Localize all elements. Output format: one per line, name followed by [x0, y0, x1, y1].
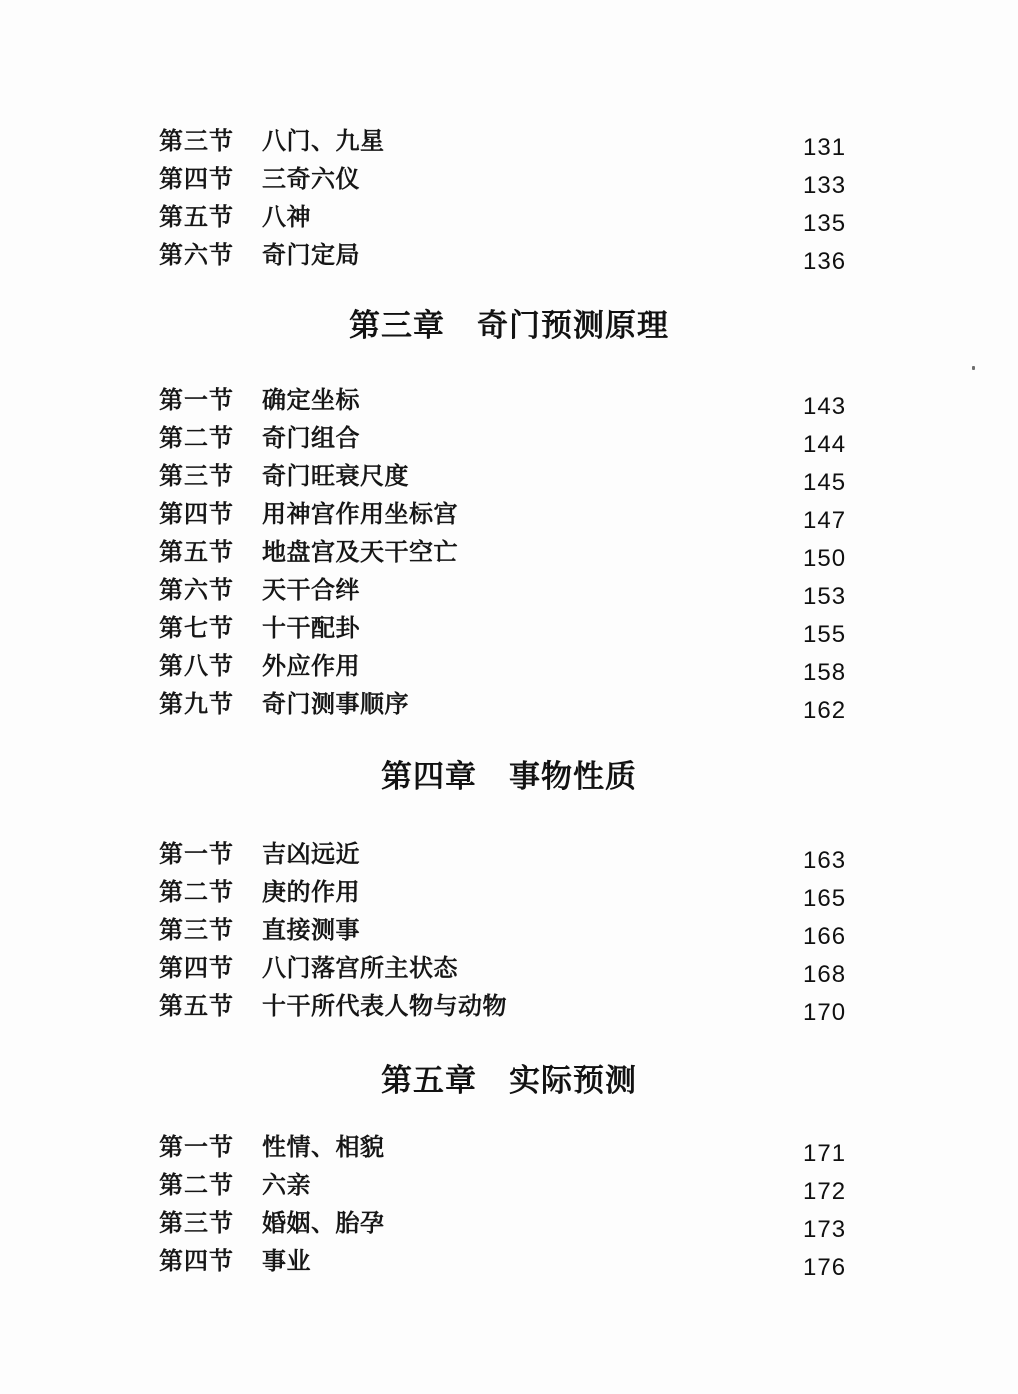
page-number: 158 — [803, 659, 847, 686]
section-label: 第六节 — [159, 242, 234, 269]
toc-group — [0, 761, 1018, 1029]
toc-entry-row — [0, 689, 1018, 727]
section-label: 第五节 — [159, 539, 234, 566]
section-title: 事业 — [262, 1248, 311, 1275]
toc-entry-row — [0, 1170, 1018, 1208]
scan-artifact-dot — [972, 366, 975, 370]
toc-entry-row — [0, 385, 1018, 423]
page-number: 173 — [803, 1216, 847, 1243]
toc-group — [0, 310, 1018, 727]
section-label: 第七节 — [159, 615, 234, 642]
section-label: 第一节 — [159, 841, 234, 868]
page-number: 155 — [803, 621, 847, 648]
toc-entry-row — [0, 1246, 1018, 1284]
toc-entry-row — [0, 537, 1018, 575]
section-label: 第二节 — [159, 425, 234, 452]
section-title: 外应作用 — [262, 653, 360, 680]
page-number: 168 — [803, 961, 847, 988]
section-label: 第四节 — [159, 166, 234, 193]
section-title: 婚姻、胎孕 — [262, 1210, 385, 1237]
section-title: 十干配卦 — [262, 615, 360, 642]
toc-entry-row — [0, 915, 1018, 953]
section-title: 六亲 — [262, 1172, 311, 1199]
section-label: 第一节 — [159, 1134, 234, 1161]
toc-entry-row — [0, 126, 1018, 164]
toc-entry-row — [0, 499, 1018, 537]
page-number: 162 — [803, 697, 847, 724]
toc-entry-row — [0, 613, 1018, 651]
page-number: 170 — [803, 999, 847, 1026]
toc-entry-row — [0, 651, 1018, 689]
section-label: 第四节 — [159, 501, 234, 528]
toc-group — [0, 1065, 1018, 1284]
page-number: 176 — [803, 1254, 847, 1281]
section-title: 十干所代表人物与动物 — [262, 993, 507, 1020]
toc-entry-row — [0, 575, 1018, 613]
section-title: 八门落宫所主状态 — [262, 955, 458, 982]
toc-entry-row — [0, 953, 1018, 991]
section-label: 第三节 — [159, 128, 234, 155]
page-number: 136 — [803, 248, 847, 275]
section-title: 八神 — [262, 204, 311, 231]
chapter-heading: 第三章 奇门预测原理 — [349, 308, 669, 343]
section-title: 奇门测事顺序 — [262, 691, 409, 718]
page-number: 144 — [803, 431, 847, 458]
section-label: 第二节 — [159, 1172, 234, 1199]
section-label: 第九节 — [159, 691, 234, 718]
page-number: 172 — [803, 1178, 847, 1205]
toc-entry-row — [0, 839, 1018, 877]
page-number: 163 — [803, 847, 847, 874]
section-label: 第八节 — [159, 653, 234, 680]
page-number: 143 — [803, 393, 847, 420]
toc-entry-row — [0, 877, 1018, 915]
toc-entry-row — [0, 1208, 1018, 1246]
page-number: 135 — [803, 210, 847, 237]
toc-entry-row — [0, 461, 1018, 499]
section-title: 地盘宫及天干空亡 — [262, 539, 458, 566]
toc-entry-row — [0, 991, 1018, 1029]
section-title: 八门、九星 — [262, 128, 385, 155]
page-number: 171 — [803, 1140, 847, 1167]
section-label: 第五节 — [159, 204, 234, 231]
toc-entry-row — [0, 1132, 1018, 1170]
section-title: 奇门组合 — [262, 425, 360, 452]
section-title: 奇门定局 — [262, 242, 360, 269]
toc-entry-row — [0, 423, 1018, 461]
section-title: 确定坐标 — [262, 387, 360, 414]
toc-entries — [0, 1132, 1018, 1284]
toc-entries — [0, 385, 1018, 727]
section-title: 天干合绊 — [262, 577, 360, 604]
section-title: 奇门旺衰尺度 — [262, 463, 409, 490]
toc-group — [0, 126, 1018, 278]
page-number: 147 — [803, 507, 847, 534]
section-label: 第六节 — [159, 577, 234, 604]
chapter-heading: 第五章 实际预测 — [381, 1063, 637, 1098]
section-title: 直接测事 — [262, 917, 360, 944]
page-number: 145 — [803, 469, 847, 496]
section-label: 第三节 — [159, 917, 234, 944]
page-number: 166 — [803, 923, 847, 950]
toc-entry-row — [0, 164, 1018, 202]
section-label: 第二节 — [159, 879, 234, 906]
section-label: 第四节 — [159, 955, 234, 982]
page-number: 153 — [803, 583, 847, 610]
page-number: 133 — [803, 172, 847, 199]
page-number: 150 — [803, 545, 847, 572]
section-title: 庚的作用 — [262, 879, 360, 906]
chapter-heading: 第四章 事物性质 — [381, 759, 637, 794]
page-number: 131 — [803, 134, 847, 161]
section-label: 第四节 — [159, 1248, 234, 1275]
toc-entry-row — [0, 240, 1018, 278]
section-label: 第一节 — [159, 387, 234, 414]
toc-entries — [0, 126, 1018, 278]
section-label: 第五节 — [159, 993, 234, 1020]
section-title: 性情、相貌 — [262, 1134, 385, 1161]
toc-entries — [0, 839, 1018, 1029]
section-label: 第三节 — [159, 463, 234, 490]
section-title: 三奇六仪 — [262, 166, 360, 193]
toc-entry-row — [0, 202, 1018, 240]
page-number: 165 — [803, 885, 847, 912]
section-title: 用神宫作用坐标宫 — [262, 501, 458, 528]
section-title: 吉凶远近 — [262, 841, 360, 868]
section-label: 第三节 — [159, 1210, 234, 1237]
